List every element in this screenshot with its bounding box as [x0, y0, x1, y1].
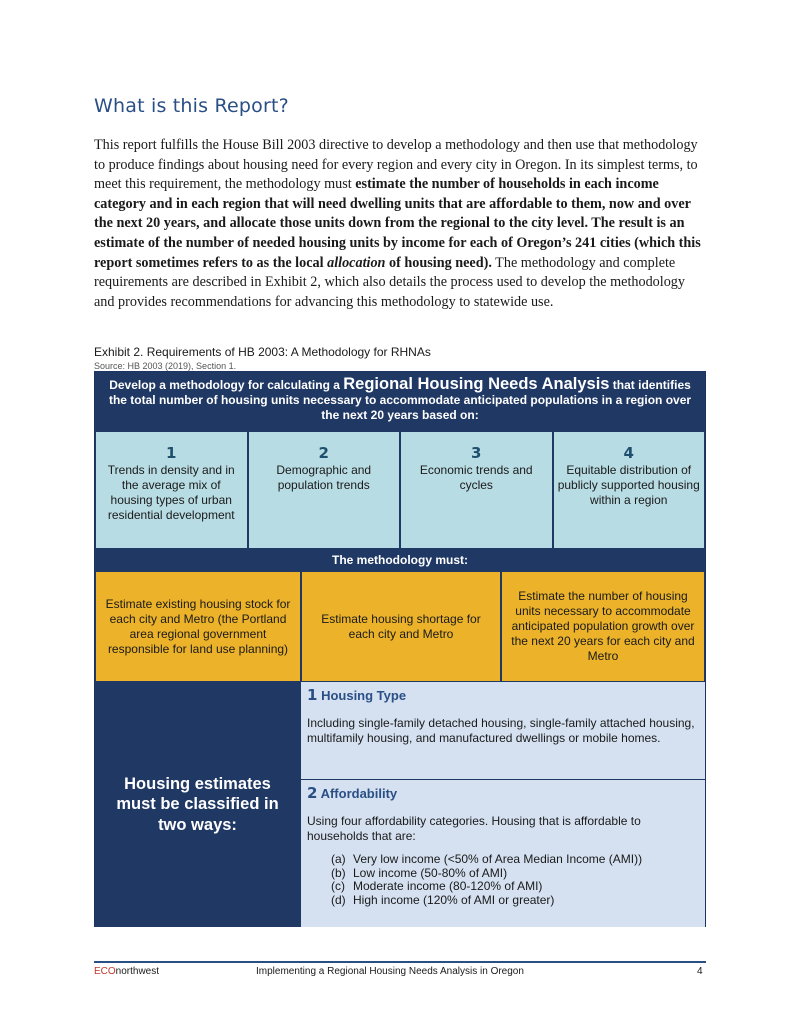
criterion-1-number: 1	[166, 444, 177, 462]
footer-page-number: 4	[697, 966, 703, 977]
criterion-2	[248, 431, 401, 549]
affordability-levels	[307, 853, 697, 907]
intro-bold-italic-text: allocation	[327, 254, 386, 271]
exhibit-title: Exhibit 2. Requirements of HB 2003: A Methodology for RHNAs	[94, 345, 431, 359]
footer-divider	[94, 961, 706, 963]
footer-brand	[94, 966, 159, 977]
affordability-level-label: (c)	[331, 879, 345, 893]
estimate-existing-stock-text: Estimate existing housing stock for each city and Metro (the Portland area regional government responsible for land use planning)	[105, 596, 291, 656]
header-text-post: that identifies the total number of housing units necessary to accommodate anticipated populations in a region over the next 20 years based on:	[108, 378, 692, 422]
intro-text-2: The methodology and complete requirements are described in Exhibit 2, which also details the process used to develop the methodology and provides recommendations for advancing this methodology to statewide use.	[94, 254, 685, 310]
criterion-2-number: 2	[318, 444, 329, 462]
exhibit-figure	[94, 371, 706, 927]
affordability-level-label: (b)	[331, 865, 346, 880]
estimate-shortage	[301, 571, 501, 682]
affordability-level	[331, 894, 697, 908]
affordability-level	[331, 867, 697, 881]
affordability-level	[331, 880, 697, 894]
way-housing-type-title	[307, 688, 697, 703]
header-text-pre: Develop a methodology for calculating a	[109, 378, 344, 392]
header-highlight: Regional Housing Needs Analysis	[343, 375, 610, 393]
affordability-level	[331, 853, 697, 867]
criterion-4-text: Equitable distribution of publicly supported housing within a region	[557, 463, 700, 507]
estimates-row	[95, 571, 705, 682]
criterion-1-text: Trends in density and in the average mix of housing types of urban residential development	[107, 463, 235, 522]
footer-document-title: Implementing a Regional Housing Needs Analysis in Oregon	[256, 966, 524, 977]
page-title: What is this Report?	[94, 95, 289, 117]
intro-bold-text-2: of housing need).	[385, 254, 492, 271]
affordability-level-text: Low income (50-80% of AMI)	[353, 865, 508, 880]
affordability-level-text: High income (120% of AMI or greater)	[353, 892, 555, 907]
estimate-existing-stock	[95, 571, 301, 682]
methodology-must-banner: The methodology must:	[95, 549, 705, 571]
classification-label-text: Housing estimates must be classified in two ways:	[116, 774, 279, 834]
way-housing-type-number: 1	[307, 686, 318, 704]
criterion-1	[95, 431, 248, 549]
criteria-row	[95, 431, 705, 549]
criterion-4	[553, 431, 706, 549]
affordability-level-text: Moderate income (80-120% of AMI)	[353, 879, 543, 893]
footer-brand-prefix: ECO	[94, 966, 116, 977]
criterion-3-text: Economic trends and cycles	[419, 463, 533, 492]
criterion-4-number: 4	[623, 444, 634, 462]
estimate-growth-need-text: Estimate the number of housing units necessary to accommodate anticipated population growth over the next 20 years for each city and Metro	[511, 589, 695, 663]
way-affordability	[301, 780, 705, 927]
exhibit-source: Source: HB 2003 (2019), Section 1.	[94, 361, 237, 371]
way-affordability-heading: Affordability	[320, 786, 398, 801]
footer-brand-suffix: northwest	[115, 966, 160, 977]
way-housing-type	[301, 682, 705, 780]
methodology-header	[95, 372, 705, 431]
affordability-level-text: Very low income (<50% of Area Median Income (AMI))	[353, 852, 643, 866]
affordability-level-label: (d)	[331, 892, 346, 907]
criterion-3	[400, 431, 553, 549]
classification-ways	[300, 682, 705, 927]
intro-paragraph	[94, 136, 706, 312]
affordability-level-label: (a)	[331, 852, 346, 866]
way-housing-type-text: Including single-family detached housing, single-family attached housing, multifamily housing, and manufactured dwellings or mobile homes.	[307, 716, 695, 745]
estimate-shortage-text: Estimate housing shortage for each city and Metro	[321, 611, 481, 641]
intro-text-1: This report fulfills the House Bill 2003 directive to develop a methodology and then use that methodology to produce findings about housing need for every region and every city in Oregon. In its simplest terms, to meet this requirement, the methodology must	[94, 137, 698, 193]
way-housing-type-heading: Housing Type	[321, 688, 407, 703]
estimate-growth-need	[501, 571, 705, 682]
way-affordability-title	[307, 786, 697, 801]
way-affordability-text: Using four affordability categories. Housing that is affordable to households that are:	[307, 814, 641, 843]
way-affordability-number: 2	[307, 784, 318, 802]
criterion-2-text: Demographic and population trends	[276, 463, 372, 492]
classification-label	[95, 682, 300, 927]
intro-bold-text-1: estimate the number of households in each income category and in each region that will need dwelling units that are affordable to them, now and over the next 20 years, and allocate those units down from the regional to the city level. The result is an estimate of the number of needed housing units by income for each of Oregon’s 241 cities (which this report sometimes refers to as the local	[94, 176, 701, 271]
criterion-3-number: 3	[471, 444, 482, 462]
